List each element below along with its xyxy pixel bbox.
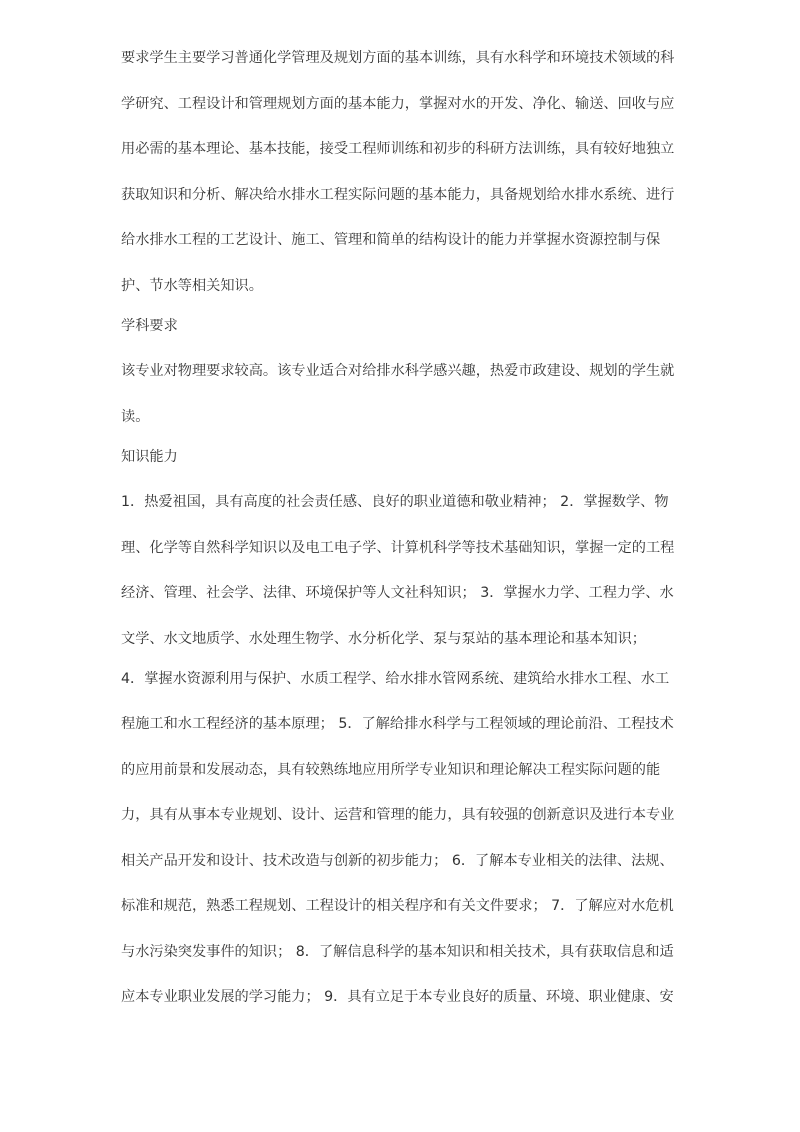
text-line: 相关产品开发和设计、技术改造与创新的初步能力； 6．了解本专业相关的法律、法规、 [121,852,674,869]
section-heading-subject-requirements: 学科要求 [121,317,178,334]
text-line: 文学、水文地质学、水处理生物学、水分析化学、泵与泵站的基本理论和基本知识； [121,630,646,647]
text-line: 4．掌握水资源利用与保护、水质工程学、给水排水管网系统、建筑给水排水工程、水工 [121,670,670,687]
text-line: 的应用前景和发展动态，具有较熟练地应用所学专业知识和理论解决工程实际问题的能 [121,761,661,778]
text-line: 获取知识和分析、解决给水排水工程实际问题的基本能力，具备规划给水排水系统、进行 [121,186,675,203]
text-line: 要求学生主要学习普通化学管理及规划方面的基本训练，具有水科学和环境技术领域的科 [121,50,675,66]
text-line: 与水污染突发事件的知识； 8．了解信息科学的基本知识和相关技术，具有获取信息和适 [121,943,674,960]
text-line: 护、节水等相关知识。 [121,277,263,294]
text-line: 用必需的基本理论、基本技能，接受工程师训练和初步的科研方法训练，具有较好地独立 [121,141,675,157]
text-line: 读。 [121,408,150,425]
subject-requirements-paragraph [121,360,681,428]
intro-paragraph [121,47,681,297]
text-line: 学研究、工程设计和管理规划方面的基本能力，掌握对水的开发、净化、输送、回收与应 [121,95,675,112]
document-body [121,47,681,1032]
text-line: 该专业对物理要求较高。该专业适合对给排水科学感兴趣，热爱市政建设、规划的学生就 [121,363,675,379]
section-heading-knowledge-ability: 知识能力 [121,448,178,465]
text-line: 经济、管理、社会学、法律、环境保护等人文社科知识； 3．掌握水力学、工程力学、水 [121,585,674,601]
text-line: 程施工和水工程经济的基本原理； 5．了解给排水科学与工程领域的理论前沿、工程技术 [121,716,674,732]
knowledge-ability-paragraph [121,491,681,1008]
text-line: 理、化学等自然科学知识以及电工电子学、计算机科学等技术基础知识，掌握一定的工程 [121,539,675,556]
text-line: 给水排水工程的工艺设计、施工、管理和简单的结构设计的能力并掌握水资源控制与保 [121,232,661,248]
text-line: 应本专业职业发展的学习能力； 9．具有立足于本专业良好的质量、环境、职业健康、安 [121,989,674,1005]
text-line: 力，具有从事本专业规划、设计、运营和管理的能力，具有较强的创新意识及进行本专业 [121,807,675,823]
text-line: 1．热爱祖国，具有高度的社会责任感、良好的职业道德和敬业精神； 2．掌握数学、物 [121,494,669,510]
text-line: 标准和规范，熟悉工程规划、工程设计的相关程序和有关文件要求； 7．了解应对水危机 [121,898,674,914]
